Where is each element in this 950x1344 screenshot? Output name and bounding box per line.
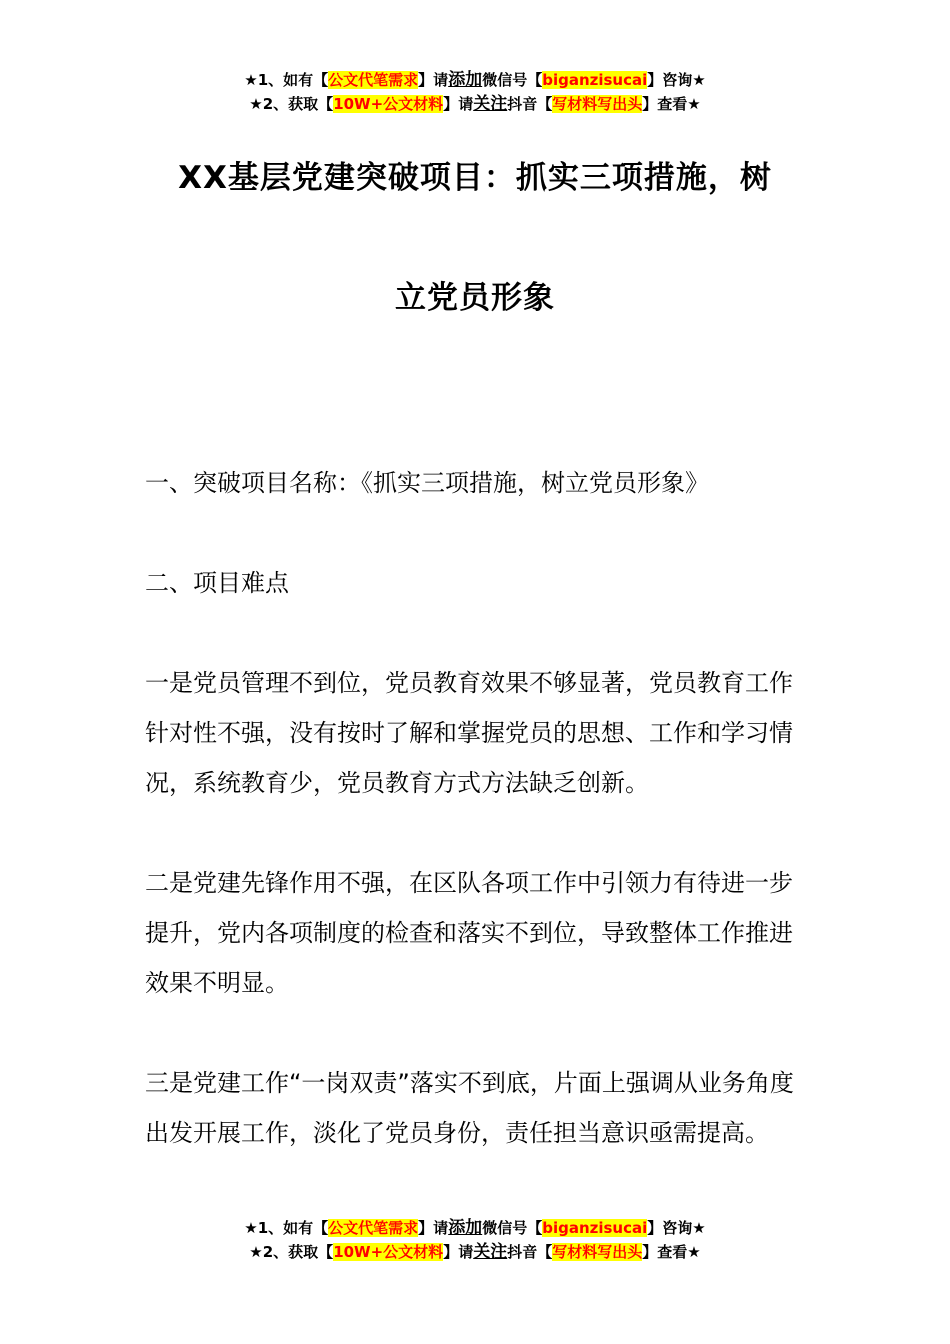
underlined-text: 添加 xyxy=(448,1218,483,1238)
banner-text: ★2、获取【 xyxy=(249,1243,334,1261)
paragraph-difficulty-heading: 二、项目难点 xyxy=(145,569,289,597)
banner-line-1 xyxy=(0,68,950,92)
banner-text: 微信号【 xyxy=(482,71,543,89)
highlight-text: 写材料写出头 xyxy=(552,95,643,113)
banner-text: 抖音【 xyxy=(507,1243,553,1261)
header-banner xyxy=(0,68,950,116)
banner-text: 】请 xyxy=(418,1219,449,1237)
banner-line-2 xyxy=(0,1240,950,1264)
banner-text: ★1、如有【 xyxy=(244,71,329,89)
banner-text: 】请 xyxy=(418,71,449,89)
highlight-text: 10W+公文材料 xyxy=(333,95,444,113)
banner-text: ★1、如有【 xyxy=(244,1219,329,1237)
banner-text: 】咨询★ xyxy=(647,71,706,89)
banner-line-2 xyxy=(0,92,950,116)
banner-text: 】查看★ xyxy=(642,1243,701,1261)
underlined-text: 关注 xyxy=(473,1242,508,1262)
highlight-text: 公文代笔需求 xyxy=(328,71,419,89)
banner-text: 微信号【 xyxy=(482,1219,543,1237)
banner-line-1 xyxy=(0,1216,950,1240)
highlight-text: biganzisucai xyxy=(542,1219,648,1237)
banner-text: 】请 xyxy=(443,95,474,113)
highlight-text: 10W+公文材料 xyxy=(333,1243,444,1261)
highlight-text: 公文代笔需求 xyxy=(328,1219,419,1237)
banner-text: 】查看★ xyxy=(642,95,701,113)
banner-text: 】请 xyxy=(443,1243,474,1261)
highlight-text: 写材料写出头 xyxy=(552,1243,643,1261)
footer-banner xyxy=(0,1216,950,1264)
underlined-text: 添加 xyxy=(448,70,483,90)
page-title-line-1: XX基层党建突破项目：抓实三项措施，树 xyxy=(178,160,772,196)
paragraph-project-name: 一、突破项目名称：《抓实三项措施，树立党员形象》 xyxy=(145,469,709,497)
paragraph-difficulty-2: 二是党建先锋作用不强，在区队各项工作中引领力有待进一步提升，党内各项制度的检查和落实不到位，导致整体工作推进效果不明显。 xyxy=(145,869,793,997)
banner-text: 】咨询★ xyxy=(647,1219,706,1237)
highlight-text: biganzisucai xyxy=(542,71,648,89)
paragraph-difficulty-3: 三是党建工作“一岗双责”落实不到底，片面上强调从业务角度出发开展工作，淡化了党员身份，责任担当意识亟需提高。 xyxy=(145,1069,794,1147)
underlined-text: 关注 xyxy=(473,94,508,114)
document-body xyxy=(145,458,810,1208)
paragraph-difficulty-1: 一是党员管理不到位，党员教育效果不够显著，党员教育工作针对性不强，没有按时了解和掌握党员的思想、工作和学习情况，系统教育少，党员教育方式方法缺乏创新。 xyxy=(145,669,793,797)
page-title-line-2: 立党员形象 xyxy=(395,280,555,316)
banner-text: 抖音【 xyxy=(507,95,553,113)
banner-text: ★2、获取【 xyxy=(249,95,334,113)
